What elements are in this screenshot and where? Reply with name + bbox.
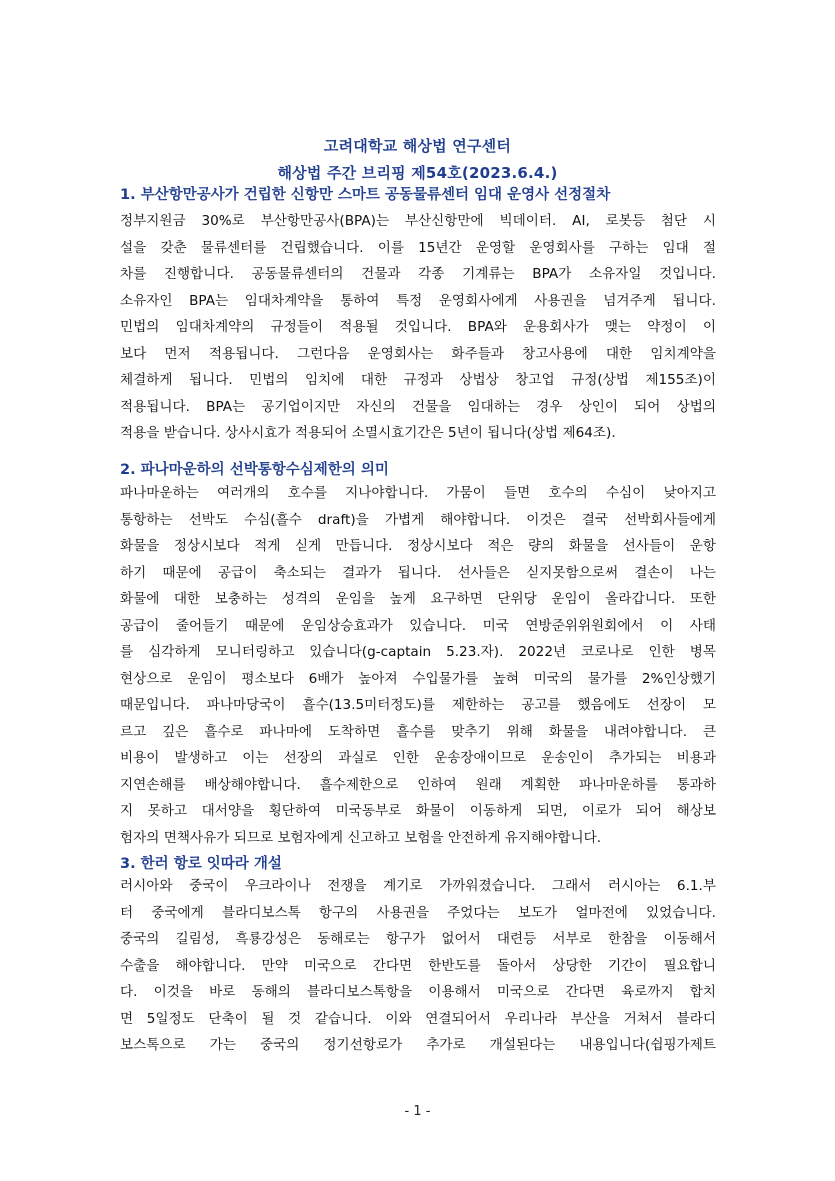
- section-1-body: [120, 208, 716, 447]
- section-2-line: 지연손해를 배상해야합니다. 흘수제한으로 인하여 원래 계획한 파나마운하를 통과하: [120, 776, 716, 793]
- section-2-line: 지 못하고 대서양을 횡단하여 미국동부로 화물이 이동하게 되면, 이로가 되어 해상보: [120, 803, 716, 819]
- page-number: - 1 -: [404, 1104, 431, 1119]
- section-1-line: 소유자인 BPA는 임대차계약을 통하여 특정 운영회사에게 사용권을 넘겨주게 됩니다.: [120, 292, 716, 309]
- section-1-line: 보다 먼저 적용됩니다. 그런다음 운영회사는 화주들과 창고사용에 대한 임치계약을: [120, 345, 716, 362]
- section-1-line: 민법의 임대차계약의 규정들이 적용될 것입니다. BPA와 운용회사가 맺는 약정이 이: [120, 319, 716, 335]
- section-2-line: 하기 때문에 공급이 축소되는 결과가 됩니다. 선사들은 싣지못함으로써 결손이 나는: [120, 564, 716, 581]
- section-3-line: 다. 이것을 바로 동해의 블라디보스톡항을 이용해서 미국으로 간다면 육로까지 합치: [120, 984, 716, 1000]
- section-3-line: 수출을 해야합니다. 만약 미국으로 간다면 한반도를 돌아서 상당한 기간이 필요합니: [120, 957, 716, 974]
- section-2-line: 통항하는 선박도 수심(흘수 draft)을 가볍게 해야합니다. 이것은 결국 선박회사들에게: [120, 511, 716, 528]
- section-1-line: 적용됩니다. BPA는 공기업이지만 자신의 건물을 임대하는 경우 상인이 되어 상법의: [120, 398, 716, 415]
- section-1-line: 체결하게 됩니다. 민법의 임치에 대한 규정과 상법상 창고업 규정(상법 제155조)이: [120, 372, 716, 388]
- section-2-line: 현상으로 운임이 평소보다 6배가 높아져 수입물가를 높혀 미국의 물가를 2%인상했기: [120, 670, 716, 687]
- section-2-title: 2. 파나마운하의 선박통항수심제한의 의미: [120, 462, 389, 478]
- section-1-line: 설을 갖춘 물류센터를 건립했습니다. 이를 15년간 운영할 운영회사를 구하는 임대 절: [120, 239, 716, 256]
- section-3-body: [120, 873, 716, 1059]
- section-2-line: 파나마운하는 여러개의 호수를 지나야합니다. 가뭄이 들면 호수의 수심이 낮아지고: [120, 485, 716, 501]
- section-2-line: 화물에 대한 보충하는 성격의 운임을 높게 요구하면 단위당 운임이 올라갑니다. 또한: [120, 591, 716, 607]
- section-3-line: 터 중국에게 블라디보스톡 항구의 사용권을 주었다는 보도가 얼마전에 있었습니다.: [120, 904, 716, 921]
- section-3-line: 러시아와 중국이 우크라이나 전쟁을 계기로 가까워졌습니다. 그래서 러시아는 6.1.부: [120, 878, 716, 894]
- center-title: 고려대학교 해상법 연구센터: [323, 137, 512, 155]
- section-2-line: 험자의 면책사유가 되므로 보험자에게 신고하고 보험을 안전하게 유지해야합니다.: [120, 829, 602, 846]
- section-1-line: 적용을 받습니다. 상사시효가 적용되어 소멸시효기간은 5년이 됩니다(상법 제64조).: [120, 425, 616, 441]
- section-1-line: 정부지원금 30%로 부산항만공사(BPA)는 부산신항만에 빅데이터. AI, 로봇등 첨단 시: [120, 213, 716, 229]
- section-2-line: 공급이 줄어들기 때문에 운임상승효과가 있습니다. 미국 연방준위위원회에서 이 사태: [120, 617, 716, 634]
- section-2-line: 를 심각하게 모니터링하고 있습니다(g-captain 5.23.자). 2022년 코로나로 인한 병목: [120, 644, 716, 660]
- section-1-title: 1. 부산항만공사가 건립한 신항만 스마트 공동물류센터 임대 운영사 선정절차: [120, 187, 611, 203]
- section-3-title: 3. 한러 항로 잇따라 개설: [120, 856, 282, 872]
- section-1-line: 차를 진행합니다. 공동물류센터의 건물과 각종 기계류는 BPA가 소유자일 것입니다.: [120, 266, 716, 282]
- section-3-line: 중국의 길림성, 흑룡강성은 동해로는 항구가 없어서 대련등 서부로 한참을 이동해서: [120, 931, 716, 947]
- section-2-body: [120, 480, 716, 851]
- section-3-line: 보스톡으로 가는 중국의 정기선항로가 추가로 개설된다는 내용입니다(쉽핑가제트: [120, 1037, 716, 1053]
- briefing-title: 해상법 주간 브리핑 제54호(2023.6.4.): [277, 164, 558, 182]
- section-2-line: 화물을 정상시보다 적게 싣게 만듭니다. 정상시보다 적은 량의 화물을 선사들이 운항: [120, 538, 716, 554]
- section-2-line: 르고 깊은 흘수로 파나마에 도착하면 흘수를 맞추기 위해 화물을 내려야합니다. 큰: [120, 723, 716, 740]
- section-3-line: 면 5일정도 단축이 될 것 같습니다. 이와 연결되어서 우리나라 부산을 거쳐서 블라디: [120, 1010, 716, 1027]
- section-2-line: 때문입니다. 파나마당국이 흘수(13.5미터정도)를 제한하는 공고를 했음에도 선장이 모: [120, 697, 716, 713]
- section-2-line: 비용이 발생하고 이는 선장의 과실로 인한 운송장애이므로 운송인이 추가되는 비용과: [120, 750, 716, 766]
